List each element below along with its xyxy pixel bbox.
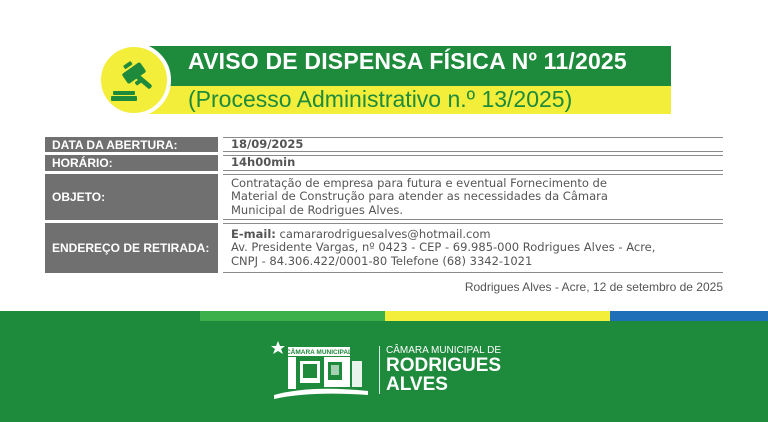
time-value xyxy=(223,155,723,171)
row-time xyxy=(45,155,723,171)
band-blue xyxy=(610,311,768,321)
object-line-3: Municipal de Rodrigues Alves. xyxy=(231,202,404,217)
building-icon xyxy=(270,337,372,399)
opening-date-value xyxy=(223,137,723,152)
object-line-2: Material de Construção para atender as necessidades da Câmara xyxy=(231,189,608,204)
opening-date-label: DATA DA ABERTURA: xyxy=(45,137,218,152)
band-light-green xyxy=(200,311,385,321)
page-subtitle: (Processo Administrativo n.º 13/2025) xyxy=(188,86,573,112)
place-date: Rodrigues Alves - Acre, 12 de setembro de 2025 xyxy=(464,280,723,294)
page-title: AVISO DE DISPENSA FÍSICA Nº 11/2025 xyxy=(188,48,627,74)
footer-bar xyxy=(0,321,768,422)
email-link[interactable]: camararodriguesalves@hotmail.com xyxy=(279,226,491,241)
object-label: OBJETO: xyxy=(45,174,218,220)
logo-divider xyxy=(379,346,380,394)
object-line-1: Contratação de empresa para futura e eventual Fornecimento de xyxy=(231,175,607,190)
email-label: E-mail: xyxy=(231,226,276,241)
logo-name-line-1: RODRIGUES xyxy=(386,355,502,376)
logo-name-line-2: ALVES xyxy=(386,374,448,395)
row-object xyxy=(45,174,723,220)
band-yellow xyxy=(385,311,610,321)
address-label: ENDEREÇO DE RETIRADA: xyxy=(45,223,218,273)
building-sign-text: CÂMARA MUNICIPAL xyxy=(285,349,353,356)
row-opening-date xyxy=(45,137,723,152)
chamber-logo xyxy=(270,337,372,403)
time-text: 14h00min xyxy=(231,155,296,170)
address-line-1: Av. Presidente Vargas, nº 0423 - CEP - 69.985-000 Rodrigues Alves - Acre, xyxy=(231,240,656,255)
gavel-badge xyxy=(97,43,171,117)
time-label: HORÁRIO: xyxy=(45,155,218,171)
row-address xyxy=(45,223,723,273)
band-dark-green xyxy=(0,311,200,321)
address-value xyxy=(223,223,723,273)
gavel-icon xyxy=(109,55,159,105)
address-line-2: CNPJ - 84.306.422/0001-80 Telefone (68) 3342-1021 xyxy=(231,253,533,268)
logo-subtitle: CÂMARA MUNICIPAL DE xyxy=(386,345,502,356)
object-value xyxy=(223,174,723,220)
email-line xyxy=(231,228,723,242)
opening-date-text: 18/09/2025 xyxy=(231,136,304,151)
